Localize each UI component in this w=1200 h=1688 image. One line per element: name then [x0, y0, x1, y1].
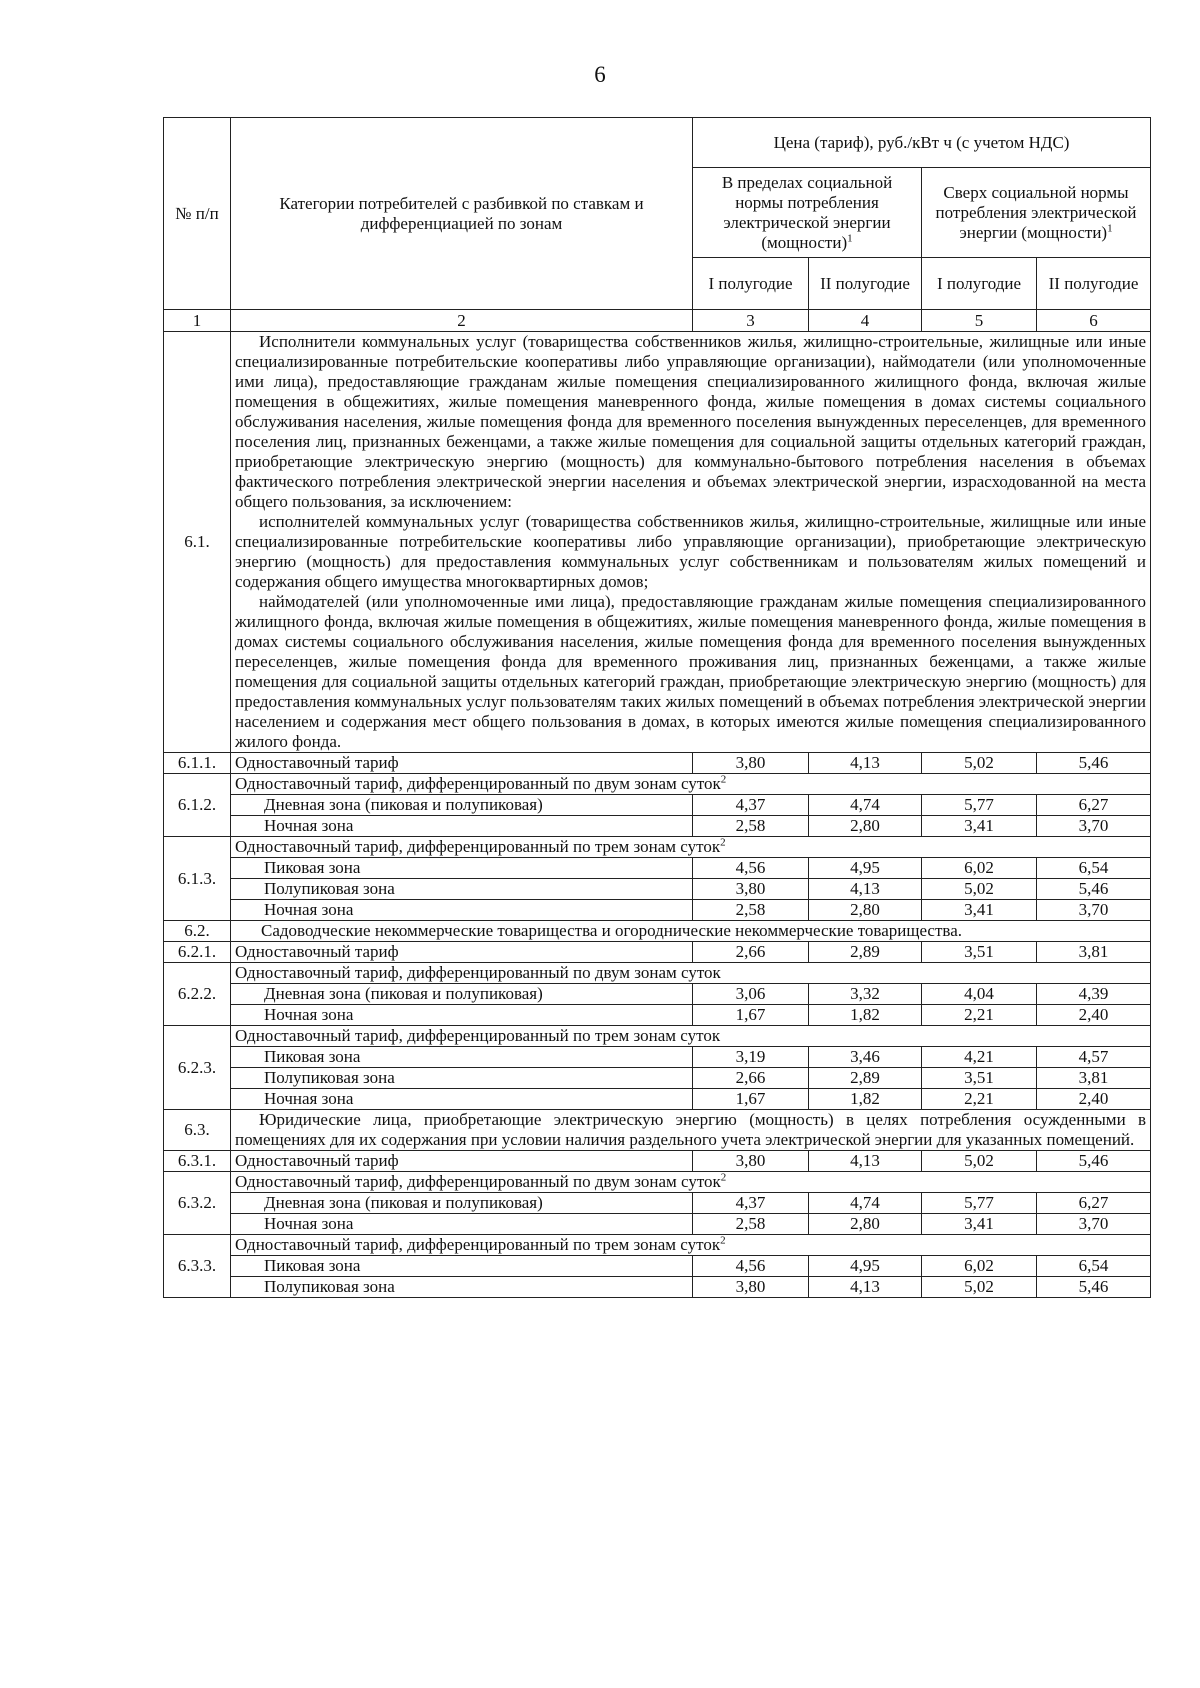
table-row: 6.2.1. Одноставочный тариф 2,66 2,89 3,51 3,81 — [164, 942, 1151, 963]
table-row: Полупиковая зона 3,80 4,13 5,02 5,46 — [164, 1277, 1151, 1298]
table-row: Дневная зона (пиковая и полупиковая) 4,37 4,74 5,77 6,27 — [164, 795, 1151, 816]
header-half-2: II полугодие — [1037, 258, 1151, 310]
header-price-title: Цена (тариф), руб./кВт ч (с учетом НДС) — [693, 118, 1151, 168]
page-number: 6 — [594, 62, 606, 87]
table-row: Пиковая зона 4,56 4,95 6,02 6,54 — [164, 858, 1151, 879]
table-row: 6.1.1. Одноставочный тариф 3,80 4,13 5,02 5,46 — [164, 753, 1151, 774]
table-row: Ночная зона 2,58 2,80 3,41 3,70 — [164, 900, 1151, 921]
table-row: Ночная зона 1,67 1,82 2,21 2,40 — [164, 1089, 1151, 1110]
table-row: 6.2.3. Одноставочный тариф, дифференцированный по трем зонам суток — [164, 1026, 1151, 1047]
header-above-norm: Сверх социальной нормы потребления электрической энергии (мощности)$^1$ — [922, 168, 1151, 258]
table-row: 6.1. Исполнители коммунальных услуг (товарищества собственников жилья, жилищно-строительные, жилищные или иные специализированные потребительские кооперативы либо управляющие организации), наймодатели (или уполномоченные ими лица), предоставляющие гражданам жилые помещения специализированного жилищного фонда, включая жилые помещения в общежитиях, жилые помещения маневренного фонда, жилые помещения в домах системы социального обслуживания населения, жилые помещения фонда для временного поселения вынужденных переселенцев, для временного поселения лиц, признанных беженцами, а также жилые помещения для социальной защиты отдельных категорий граждан, приобретающие электрическую энергию (мощность) для коммунально-бытового потребления населения в объемах фактического потребления электрической энергии населения и объемах электрической энергии, израсходованной на места общего пользования, за исключением: исполнителей коммунальных услуг (товарищества собственников жилья, жилищно-строительные, жилищные или иные специализированные потребительские кооперативы либо управляющие организации), приобретающие электрическую энергию (мощность) для предоставления коммунальных услуг собственникам и пользователям жилых помещений и содержания общего имущества многоквартирных домов; наймодателей (или уполномоченные ими лица), предоставляющие гражданам жилые помещения специализированного жилищного фонда, включая жилые помещения в общежитиях, жилые помещения маневренного фонда, жилые помещения в домах системы социального обслуживания населения, жилые помещения фонда для временного поселения вынужденных переселенцев, жилые помещения фонда для временного проживания лиц, признанных беженцами, а также жилые помещения для социальной защиты отдельных категорий граждан, приобретающие электрическую энергию (мощность) для предоставления коммунальных услуг пользователям таких жилых помещений в объемах потребления электрической энергии населением и содержания мест общего пользования в домах, в которых имеются жилые помещения специализированного жилого фонда. — [164, 332, 1151, 753]
header-half-1: I полугодие — [922, 258, 1037, 310]
table-row: Дневная зона (пиковая и полупиковая) 3,06 3,32 4,04 4,39 — [164, 984, 1151, 1005]
table-row: 6.3.1. Одноставочный тариф 3,80 4,13 5,02 5,46 — [164, 1151, 1151, 1172]
table-row: Полупиковая зона 2,66 2,89 3,51 3,81 — [164, 1068, 1151, 1089]
table-row: 6.1.3. Одноставочный тариф, дифференцированный по трем зонам суток$^2$ — [164, 837, 1151, 858]
table-row: Ночная зона 1,67 1,82 2,21 2,40 — [164, 1005, 1151, 1026]
header-within-norm: В пределах социальной нормы потребления электрической энергии (мощности)$^1$ — [693, 168, 922, 258]
header-half-1: I полугодие — [693, 258, 809, 310]
table-row: Дневная зона (пиковая и полупиковая) 4,37 4,74 5,77 6,27 — [164, 1193, 1151, 1214]
table-row: 6.2. Садоводческие некоммерческие товарищества и огороднические некоммерческие товарищества. — [164, 921, 1151, 942]
column-number-row: 1 2 3 4 5 6 — [164, 310, 1151, 332]
tariff-table — [163, 117, 1151, 1298]
table-row: Пиковая зона 4,56 4,95 6,02 6,54 — [164, 1256, 1151, 1277]
table-row: 6.3.3. Одноставочный тариф, дифференцированный по трем зонам суток$^2$ — [164, 1235, 1151, 1256]
table-row: Пиковая зона 3,19 3,46 4,21 4,57 — [164, 1047, 1151, 1068]
header-num: № п/п — [164, 118, 231, 310]
table-row: Ночная зона 2,58 2,80 3,41 3,70 — [164, 1214, 1151, 1235]
header-category: Категории потребителей с разбивкой по ставкам и дифференциацией по зонам — [231, 118, 693, 310]
table-row: Полупиковая зона 3,80 4,13 5,02 5,46 — [164, 879, 1151, 900]
header-half-2: II полугодие — [809, 258, 922, 310]
table-row: 6.2.2. Одноставочный тариф, дифференцированный по двум зонам суток — [164, 963, 1151, 984]
table-row: Ночная зона 2,58 2,80 3,41 3,70 — [164, 816, 1151, 837]
category-description: Исполнители коммунальных услуг (товарищества собственников жилья, жилищно-строительные, жилищные или иные специализированные потребительские кооперативы либо управляющие организации), наймодатели (или уполномоченные ими лица), предоставляющие гражданам жилые помещения специализированного жилищного фонда, включая жилые помещения в общежитиях, жилые помещения маневренного фонда, жилые помещения в домах системы социального обслуживания населения, жилые помещения фонда для временного поселения вынужденных переселенцев, для временного поселения лиц, признанных беженцами, а также жилые помещения для социальной защиты отдельных категорий граждан, приобретающие электрическую энергию (мощность) для коммунально-бытового потребления населения в объемах фактического потребления электрической энергии населения и объемах электрической энергии, израсходованной на места общего пользования, за исключением: исполнителей коммунальных услуг (товарищества собственников жилья, жилищно-строительные, жилищные или иные специализированные потребительские кооперативы либо управляющие организации), приобретающие электрическую энергию (мощность) для предоставления коммунальных услуг собственникам и пользователям жилых помещений и содержания общего имущества многоквартирных домов; наймодателей (или уполномоченные ими лица), предоставляющие гражданам жилые помещения специализированного жилищного фонда, включая жилые помещения в общежитиях, жилые помещения маневренного фонда, жилые помещения в домах системы социального обслуживания населения, жилые помещения фонда для временного поселения вынужденных переселенцев, жилые помещения фонда для временного проживания лиц, признанных беженцами, а также жилые помещения для социальной защиты отдельных категорий граждан, приобретающие электрическую энергию (мощность) для предоставления коммунальных услуг пользователям таких жилых помещений в объемах потребления электрической энергии населением и содержания мест общего пользования в домах, в которых имеются жилые помещения специализированного жилого фонда. — [231, 332, 1151, 753]
table-row: 6.1.2. Одноставочный тариф, дифференцированный по двум зонам суток$^2$ — [164, 774, 1151, 795]
table-row: 6.3.2. Одноставочный тариф, дифференцированный по двум зонам суток$^2$ — [164, 1172, 1151, 1193]
table-row: 6.3. Юридические лица, приобретающие электрическую энергию (мощность) в целях потребления осужденными в помещениях для их содержания при условии наличия раздельного учета электрической энергии для указанных помещений. — [164, 1110, 1151, 1151]
